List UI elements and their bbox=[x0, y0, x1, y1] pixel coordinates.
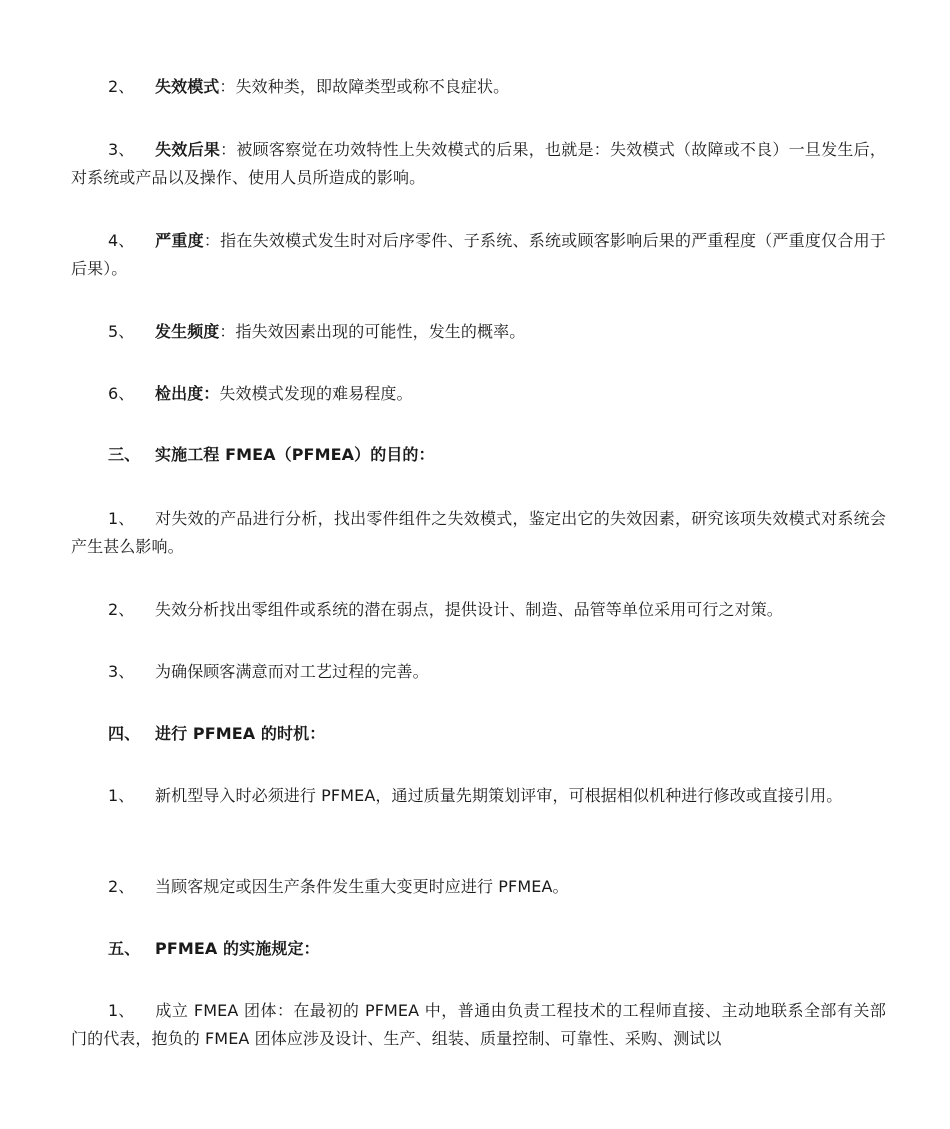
item-number: 1、 bbox=[108, 786, 135, 805]
paragraph-text: ：失效种类，即故障类型或称不良症状。 bbox=[219, 77, 510, 96]
section-title: PFMEA 的实施规定： bbox=[155, 939, 320, 958]
paragraph-text: 当顾客规定或因生产条件发生重大变更时应进行 PFMEA。 bbox=[155, 877, 569, 896]
paragraph-purpose-1 bbox=[71, 505, 886, 561]
paragraph-text: 对失效的产品进行分析，找出零件组件之失效模式，鉴定出它的失效因素，研究该项失效模式对系统会产生甚么影响。 bbox=[71, 509, 886, 556]
term-label: 检出度： bbox=[155, 384, 220, 403]
term-label: 失效模式 bbox=[155, 77, 220, 96]
item-number: 2、 bbox=[108, 600, 135, 619]
item-number: 6、 bbox=[108, 384, 135, 403]
section-number: 四、 bbox=[108, 724, 141, 743]
section-heading-pfmea-rules bbox=[71, 935, 886, 963]
paragraph-rules-1 bbox=[71, 997, 886, 1053]
paragraph-text: 为确保顾客满意而对工艺过程的完善。 bbox=[155, 662, 429, 681]
item-number: 4、 bbox=[108, 231, 135, 250]
paragraph-text: 失效分析找出零组件或系统的潜在弱点，提供设计、制造、品管等单位采用可行之对策。 bbox=[155, 600, 783, 619]
paragraph-failure-effect bbox=[71, 136, 886, 192]
item-number: 2、 bbox=[108, 877, 135, 896]
item-number: 1、 bbox=[108, 1001, 135, 1020]
item-number: 1、 bbox=[108, 509, 135, 528]
section-heading-pfmea-timing bbox=[71, 720, 886, 748]
paragraph-text: 失效模式发现的难易程度。 bbox=[219, 384, 413, 403]
paragraph-text: ：被顾客察觉在功效特性上失效模式的后果，也就是：失效模式（故障或不良）一旦发生后，对系统或产品以及操作、使用人员所造成的影响。 bbox=[71, 140, 886, 187]
paragraph-text: ：指失效因素出现的可能性，发生的概率。 bbox=[219, 322, 526, 341]
paragraph-purpose-3 bbox=[71, 658, 886, 686]
section-number: 五、 bbox=[108, 939, 141, 958]
paragraph-severity bbox=[71, 227, 886, 283]
term-label: 严重度 bbox=[155, 231, 204, 250]
paragraph-text: ：指在失效模式发生时对后序零件、子系统、系统或顾客影响后果的严重程度（严重度仅合用于后果）。 bbox=[71, 231, 886, 278]
paragraph-timing-1 bbox=[71, 782, 886, 810]
item-number: 5、 bbox=[108, 322, 135, 341]
paragraph-detection bbox=[71, 380, 886, 408]
paragraph-timing-2 bbox=[71, 873, 886, 901]
term-label: 失效后果 bbox=[155, 140, 221, 159]
paragraph-occurrence bbox=[71, 318, 886, 346]
section-title: 进行 PFMEA 的时机： bbox=[155, 724, 326, 743]
term-label: 发生频度 bbox=[155, 322, 220, 341]
paragraph-failure-mode bbox=[71, 73, 886, 101]
item-number: 2、 bbox=[108, 77, 135, 96]
section-title: 实施工程 FMEA（PFMEA）的目的： bbox=[155, 445, 435, 464]
item-number: 3、 bbox=[108, 662, 135, 681]
paragraph-text: 成立 FMEA 团体：在最初的 PFMEA 中，普通由负责工程技术的工程师直接、主动地联系全部有关部门的代表，抱负的 FMEA 团体应涉及设计、生产、组装、质量控制、可靠性、采购、测试以 bbox=[71, 1001, 886, 1048]
section-number: 三、 bbox=[108, 445, 141, 464]
paragraph-purpose-2 bbox=[71, 596, 886, 624]
section-heading-pfmea-purpose bbox=[71, 441, 886, 469]
paragraph-text: 新机型导入时必须进行 PFMEA，通过质量先期策划评审，可根据相似机种进行修改或直接引用。 bbox=[155, 786, 843, 805]
item-number: 3、 bbox=[108, 140, 135, 159]
